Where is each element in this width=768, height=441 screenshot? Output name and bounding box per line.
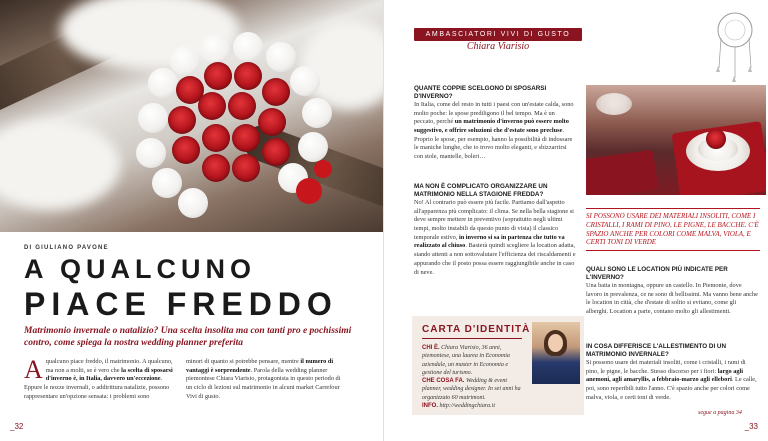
- card-label: CHE COSA FA.: [422, 378, 465, 385]
- answer-3: Una baita in montagna, oppure un castello. In Piemonte, dove lavoro in prevalenza, ce ne sono di bellissimi. Ma vanno bene anche le location in città, che d'estate di solito si evitano, come gli alberghi. Location a parte, contano molto gli allestimenti.: [586, 282, 758, 316]
- card-text: Wedding & event planner, wedding designer. In sei anni ha organizzato 60 matrimoni.: [422, 378, 521, 401]
- dreamcatcher-icon: [709, 8, 761, 83]
- headline-line-2: PIACE FREDDO: [24, 286, 338, 322]
- divider: [422, 338, 522, 339]
- page-number-left: _32: [10, 422, 24, 431]
- body-text: . Basterà quindi scegliere la location adatta, stando attenti a non sottovalutare l'efficienza dei riscaldamenti e appurando che il posto possa essere raggiungibile anche in caso di neve.: [414, 242, 576, 276]
- card-text: Chiara Viarisio, 36 anni, piemontese, una laurea in Economia aziendale, un master in Economia e gestione del turismo.: [422, 345, 510, 376]
- body-text: minori di quanto si potrebbe pensare, mentre: [186, 358, 301, 365]
- pull-quote: SI POSSONO USARE DEI MATERIALI INSOLITI, COME I CRISTALLI, I RAMI DI PINO, LE PIGNE, LE BACCHE. C'È SPAZIO ANCHE PER COLORI COME MALVA, VIOLA, E CERTI TONI DI VERDE: [586, 208, 760, 251]
- body-column-2: [186, 358, 346, 401]
- body-text-bold: largo agli anemoni, agli amaryllis, a febbraio-marzo agli ellebori: [586, 367, 744, 384]
- identity-card: [412, 316, 584, 415]
- drop-cap: A: [24, 355, 43, 384]
- body-column-1: [24, 355, 174, 401]
- snow-patch: [0, 120, 120, 210]
- hero-photo-bouquet: [0, 0, 384, 232]
- question-1: QUANTE COPPIE SCELGONO DI SPOSARSI D'INVERNO?: [414, 85, 547, 100]
- body-text-bold: la scelta di sposarsi d'inverno è, in Italia, davvero un'eccezione: [45, 366, 173, 383]
- body-text: No! Al contrario può essere più facile. Partiamo dall'aspetto all'apparenza più complicato: il clima. Se nella bella stagione si deve sempre mettere in preventivo (soprattutto negli ultimi tempi, molto instabili da questo punto di vista) il classico temporale estivo,: [414, 199, 574, 241]
- question-4: IN COSA DIFFERISCE L'ALLESTIMENTO DI UN MATRIMONIO INVERNALE?: [586, 343, 727, 358]
- lead-paragraph: Matrimonio invernale o natalizio? Una scelta insolita ma con tanti pro e pochissimi contro, come spiega la nostra wedding planner preferita: [24, 326, 352, 348]
- body-text: . Eppure le nozze invernali, o addirittura natalizie, possono rappresentare un'opzione sensata: i problemi sono: [24, 375, 170, 400]
- table-setting-photo: [586, 85, 766, 195]
- question-2: MA NON È COMPLICATO ORGANIZZARE UN MATRIMONIO NELLA STAGIONE FREDDA?: [414, 183, 548, 198]
- bouquet: [118, 28, 338, 228]
- right-page: [384, 0, 768, 441]
- headline-line-1: A QUALCUNO: [24, 254, 256, 284]
- continued-note: segue a pagina 34: [698, 410, 742, 416]
- section-subheader: Chiara Viarisio: [466, 41, 530, 52]
- body-text: In Italia, come del resto in tutti i paesi con un'estate calda, sono molto poche: le spose prediligono il bel tempo. Ma è un peccato, perché: [414, 101, 574, 126]
- body-text: . Proprio le spose, per esempio, hanno la possibilità di indossare le maniche lunghe, che io trovo molto eleganti, e sbizzarrirsi con stole, mantelle, boleri…: [414, 127, 573, 161]
- body-text-bold: in inverno si sa in partenza che tutto va realizzato al chiuso: [414, 233, 565, 250]
- byline: DI GIULIANO PAVONE: [24, 245, 109, 251]
- body-text-bold: un matrimonio d'inverno può essere molto suggestivo, e offrire soluzioni che d'estate sono precluse: [414, 118, 569, 135]
- answer-4: [586, 359, 758, 402]
- body-text: qualcuno piace freddo, il matrimonio. A qualcuno, ma non a molti, se è vero che: [45, 358, 173, 374]
- question-3: QUALI SONO LE LOCATION PIÙ INDICATE PER L'INVERNO?: [586, 266, 728, 281]
- card-title: CARTA D'IDENTITÀ: [422, 324, 531, 335]
- page-number-right: _33: [744, 422, 758, 431]
- card-body: [422, 344, 528, 410]
- card-label: INFO.: [422, 402, 438, 409]
- card-label: CHI È.: [422, 345, 440, 351]
- section-header: AMBASCIATORI VIVI DI GUSTO: [414, 28, 582, 41]
- card-link[interactable]: http://weddingchiara.it: [439, 402, 495, 409]
- answer-1: [414, 101, 576, 162]
- body-text: . Le calle, poi, sono reperibili tutto l'anno. C'è spazio anche per colori come malva, viola, e certi toni di verde.: [586, 376, 757, 401]
- body-text: Si possono usare dei materiali insoliti, come i cristalli, i rami di pino, le pigne, le bacche. Stesso discorso per i fiori:: [586, 359, 746, 375]
- answer-2: [414, 199, 576, 277]
- body-text-bold: il numero di vantaggi è sorprendente: [186, 358, 334, 374]
- body-text: . Parola della wedding planner piemontese Chiara Viarisio, protagonista in questo periodo di un ciclo di lezioni sul matrimonio in alcuni market Carrefour Vivi di gusto.: [186, 366, 341, 400]
- portrait-photo: [532, 322, 580, 384]
